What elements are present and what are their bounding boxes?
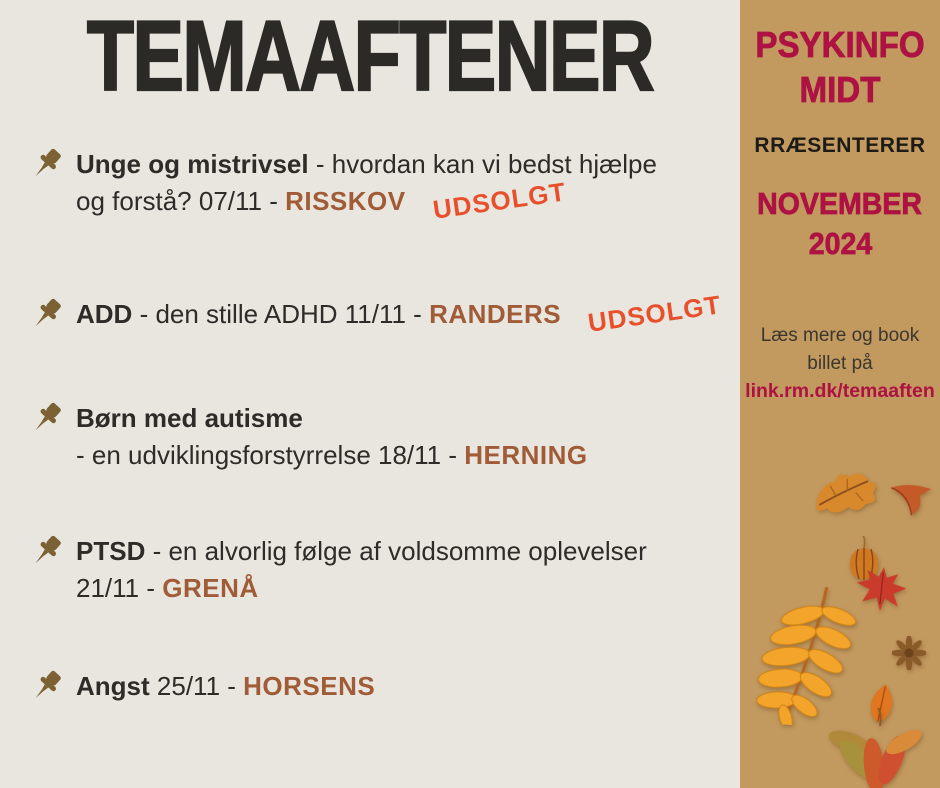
- brand-title: [740, 22, 940, 112]
- star-anise-image: [892, 636, 926, 670]
- month-line-2: 2024: [808, 226, 872, 261]
- brand-line-2: MIDT: [799, 69, 881, 110]
- event-title: Unge og mistrivsel: [76, 149, 309, 179]
- event-location: GRENÅ: [162, 573, 259, 603]
- red-leaf-fragment-image: [886, 480, 936, 521]
- event-date: 21/11 -: [76, 573, 163, 603]
- event-location: RANDERS: [429, 299, 562, 329]
- month-line-1: NOVEMBER: [757, 186, 923, 221]
- booking-link[interactable]: link.rm.dk/temaaften: [745, 380, 935, 402]
- event-desc: - en alvorlig følge af voldsomme oplevelser: [145, 536, 647, 566]
- event-location: HERNING: [464, 440, 588, 470]
- event-location: HORSENS: [243, 671, 376, 701]
- pushpin-icon: [28, 400, 66, 438]
- pushpin-icon: [28, 146, 66, 184]
- booking-info-line-1: Læs mere og book: [760, 325, 920, 346]
- event-title: Angst: [76, 671, 150, 701]
- oak-leaf-image: [806, 462, 888, 528]
- event-title: PTSD: [76, 536, 146, 566]
- event-text: [76, 668, 375, 705]
- event-text: [76, 400, 588, 474]
- pushpin-icon: [28, 296, 66, 334]
- event-item-unge-og-mistrivsel: [28, 146, 657, 225]
- event-text: [76, 289, 724, 338]
- sidebar: [740, 0, 940, 788]
- pushpin-icon: [28, 533, 66, 571]
- soldout-badge: UDSOLGT: [430, 176, 568, 225]
- event-item-add: [28, 289, 724, 338]
- booking-info: [740, 322, 940, 378]
- event-title: ADD: [76, 299, 133, 329]
- page-title: TEMAAFTENER: [86, 0, 654, 111]
- event-item-angst: [28, 668, 375, 706]
- event-text: [76, 533, 647, 607]
- presents-label: RRÆSENTERER: [754, 134, 926, 157]
- creeper-leaf-image: [828, 708, 924, 788]
- title-wrap: [0, 0, 740, 111]
- event-location: RISSKOV: [285, 186, 406, 216]
- event-item-ptsd: [28, 533, 647, 607]
- event-desc: - en udviklingsforstyrrelse 18/11 -: [76, 440, 465, 470]
- pushpin-icon: [28, 668, 66, 706]
- event-date: og forstå? 07/11 -: [76, 186, 286, 216]
- event-title: Børn med autisme: [76, 403, 303, 433]
- month-title: [740, 184, 940, 264]
- soldout-badge: UDSOLGT: [586, 289, 724, 338]
- booking-info-line-2: billet på: [807, 353, 873, 374]
- event-date: 25/11 -: [149, 671, 244, 701]
- brand-line-1: PSYKINFO: [755, 24, 925, 65]
- event-desc: - den stille ADHD 11/11 -: [132, 299, 430, 329]
- event-text: [76, 146, 657, 225]
- event-desc: - hvordan kan vi bedst hjælpe: [308, 149, 657, 179]
- event-item-boern-med-autisme: [28, 400, 588, 474]
